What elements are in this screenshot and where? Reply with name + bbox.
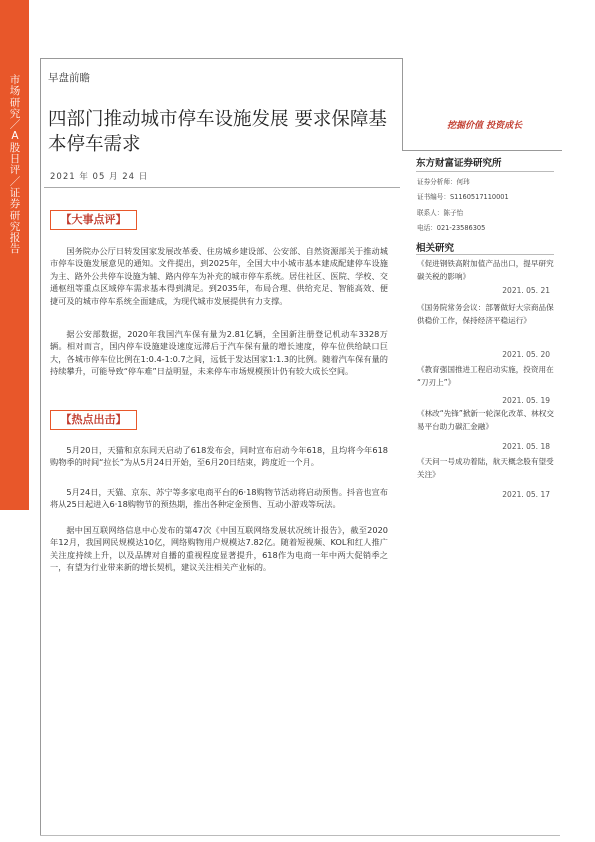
events-heading: 【大事点评】 [50,210,137,230]
broker-divider [416,171,554,172]
broker-name: 东方财富证券研究所 [416,158,502,169]
frame-header-bottom-line [402,150,562,151]
title-divider [44,187,400,188]
contact-phone: 电话：021-23586305 [417,224,486,232]
events-paragraph-2: 据公安部数据，2020年我国汽车保有量为2.81亿辆，全国新注册登记机动车3328万辆。相对而言，国内停车设施建设速度远滞后于汽车保有量的增长速度，停车位供给缺口巨大，各城市停车位比例在1:0.4-1:0.7之间，远低于发达国家1:1.3的比例。随着汽车保有量的持续攀升，可能导致“停车难”日益明显，未来停车市场规模预计仍有较大成长空间。 [50,329,388,377]
frame-bottom-line [40,835,560,836]
related-date-5: 2021. 05. 17 [502,490,550,499]
section-label: 早盘前瞻 [48,72,90,84]
sidebar-band [0,0,29,510]
hot-paragraph-1: 5月20日，天猫和京东同天启动了618发布会，同时宣布启动今年618，且均将今年618购物季的时间“拉长”为从5月24日开始，至6月20日结束，跨度近一个月。 [50,445,388,468]
related-date-2: 2021. 05. 20 [502,350,550,359]
related-divider [416,254,554,255]
hot-heading: 【热点出击】 [50,410,137,430]
frame-left-line [40,58,41,836]
related-item-3[interactable]: 《教育强国推进工程启动实施，投资用在 “刀刃上”》 [417,365,554,387]
related-item-4[interactable]: 《林改“先锋”掀新一轮深化改革、林权交易平台助力碳汇金融》 [417,409,554,431]
slogan: 挖掘价值 投资成长 [447,121,523,131]
related-research-heading: 相关研究 [416,243,455,254]
frame-top-line [40,58,402,59]
contact-name: 联系人：陈子怡 [417,209,464,217]
report-date: 2021 年 05 月 24 日 [50,172,149,182]
frame-right-line [402,58,403,150]
hot-paragraph-2: 5月24日，天猫、京东、苏宁等多家电商平台的6·18购物节活动将启动预售。抖音也宣布将从25日起进入6·18购物节的预热期，推出各种定金预售、互动小游戏等玩法。 [50,487,388,510]
certificate-number: 证书编号：S1160517110001 [417,193,509,201]
page-title: 四部门推动城市停车设施发展 要求保障基本停车需求 [48,109,387,156]
sidebar-category-text: 市场研究 ／ A股日评 ／ 证券研究报告 [9,74,21,256]
hot-paragraph-3: 据中国互联网络信息中心发布的第47次《中国互联网络发展状况统计报告》，截至2020年12月，我国网民规模达10亿，网络购物用户规模达7.82亿。随着短视频、KOL和红人推广关注度持续上升，以及品牌对自播的重视程度显著提升，618作为电商一年中两大促销季之一，有望为行业带来新的增长契机，建议关注相关产业标的。 [50,525,388,573]
related-item-2[interactable]: 《国务院常务会议：部署做好大宗商品保供稳价工作，保持经济平稳运行》 [417,303,554,325]
events-paragraph-1: 国务院办公厅日转发国家发展改革委、住房城乡建设部、公安部、自然资源部关于推动城市停车设施发展意见的通知。文件提出，到2025年，全国大中小城市基本建成配建停车设施为主、路外公共停车设施为辅、路内停车为补充的城市停车系统。居住社区、医院、学校、交通枢纽等重点区域停车需求基本得到满足。到2035年，布局合理、供给充足、智能高效、便捷可及的城市停车系统全面建成，为现代城市发展提供有力支撑。 [50,246,388,306]
related-item-5[interactable]: 《天问一号成功着陆，航天概念股有望受关注》 [417,457,554,479]
analyst-name: 证券分析师：何玮 [417,178,470,186]
related-date-3: 2021. 05. 19 [502,396,550,405]
related-date-1: 2021. 05. 21 [502,286,550,295]
related-item-1[interactable]: 《促进钢铁高附加值产品出口，提早研究碳关税的影响》 [417,259,554,281]
related-date-4: 2021. 05. 18 [502,442,550,451]
